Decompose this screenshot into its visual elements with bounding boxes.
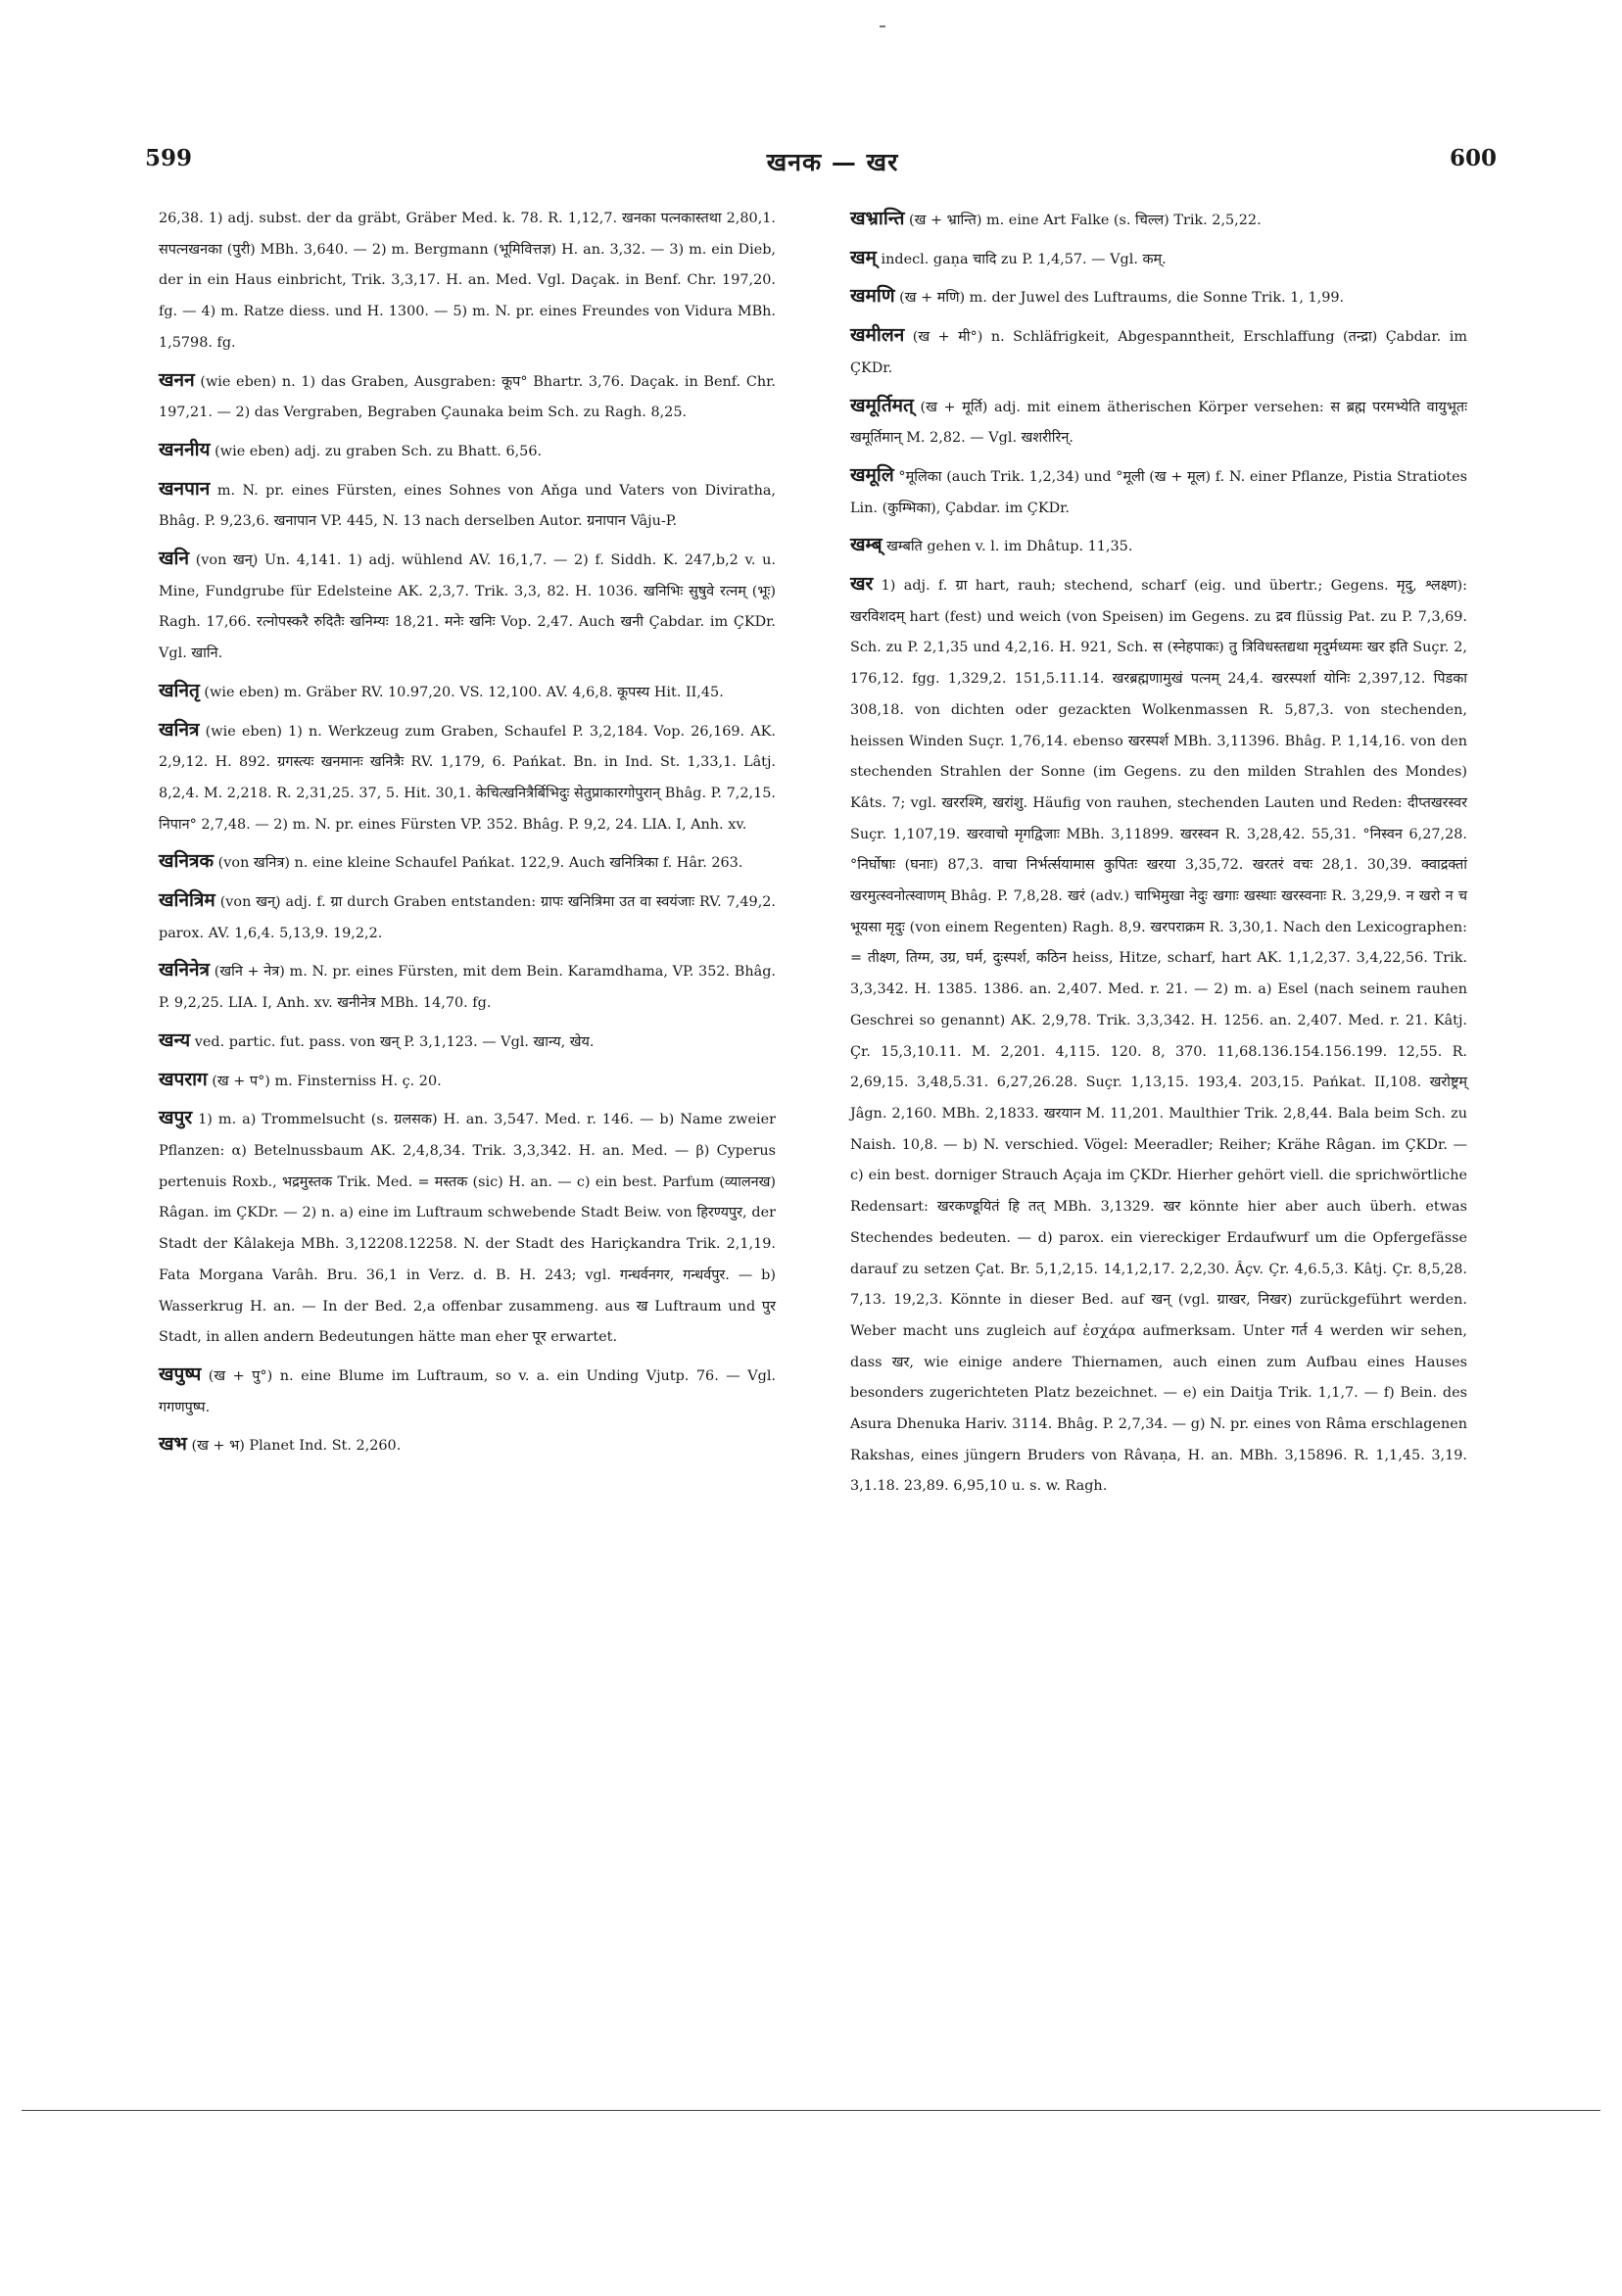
page-number-left: 599 (145, 145, 193, 171)
dictionary-entry: खमूलि °मूलिका (auch Trik. 1,2,34) und °मूली (ख + मूल) f. N. einer Pflanze, Pistia Stratiotes Lin. (कुम्भिका), Çabdar. im ÇKDr. (850, 463, 1467, 516)
headword: खननीय (159, 438, 211, 460)
headword: खर (850, 573, 874, 596)
headword: खनितृ (159, 679, 200, 701)
running-head: खनक — खर (766, 148, 899, 176)
headword: खभ (159, 1433, 187, 1456)
headword: खनित्र (159, 718, 200, 741)
headword: खमूलि (850, 463, 894, 486)
dictionary-entry: खम्ब् खम्बति gehen v. l. im Dhâtup. 11,35. (850, 534, 1133, 556)
headword: खम्ब् (850, 534, 883, 556)
dictionary-entry: खमणि (ख + मणि) m. der Juwel des Luftraums, die Sonne Trik. 1, 1,99. (850, 285, 1345, 308)
dictionary-entry: खम् indecl. gaṇa चादि zu P. 1,4,57. — Vgl. कम्. (850, 246, 1167, 268)
scan-mark (880, 25, 885, 27)
headword: खम् (850, 246, 877, 268)
dictionary-entry: खभ्रान्ति (ख + भ्रान्ति) m. eine Art Falke (s. चिल्ल) Trik. 2,5,22. (850, 208, 1262, 229)
headword: खनित्रक (159, 850, 215, 873)
page-number-right: 600 (1450, 145, 1498, 171)
headword: खनन (159, 368, 195, 391)
left-column (159, 204, 776, 1468)
dictionary-entry: खपुष्प (ख + पु°) n. eine Blume im Luftraum, so v. a. ein Unding Vjutp. 76. — Vgl. गगणपुष्प. (159, 1363, 776, 1415)
headword: खमूर्तिमत् (850, 394, 914, 416)
dictionary-entry: खनपान m. N. pr. eines Fürsten, eines Sohnes von Aňga und Vaters von Diviratha, Bhâg. P. 9,23,6. खनापान VP. 445, N. 13 nach derselben Autor. ग्रनापान Vâju-P. (159, 477, 776, 530)
dictionary-entry: खनि (von खन्) Un. 4,141. 1) adj. wühlend AV. 16,1,7. — 2) f. Siddh. K. 247,b,2 v. u. Mine, Fundgrube für Edelsteine AK. 2,3,7. Trik. 3,3, 82. H. 1036. खनिभिः सुषुवे रत्नम् (भूः) Ragh. 17,66. रत्नोपस्करै रुदितैः खनिम्यः 18,21. मनेः खनिः Vop. 2,47. Auch खनी Çabdar. im ÇKDr. Vgl. खानि. (159, 548, 776, 662)
headword: खनिनेत्र (159, 959, 211, 981)
headword: खनपान (159, 477, 211, 500)
entry-continuation: 26,38. 1) adj. subst. der da gräbt, Gräber Med. k. 78. R. 1,12,7. खनका पत्नकास्तथा 2,80,1. सपत्नखनका (पुरी) MBh. 3,640. — 2) m. Bergmann (भूमिवित्तज्ञ) H. an. 3,32. — 3) m. ein Dieb, der in ein Haus einbricht, Trik. 3,3,17. H. an. Med. Vgl. Daçak. in Benf. Chr. 197,20. fg. — 4) m. Ratze diess. und H. 1300. — 5) m. N. pr. eines Freundes von Vidura MBh. 1,5798. fg. (159, 211, 776, 351)
headword: खमणि (850, 285, 895, 308)
headword: खपुर (159, 1107, 193, 1129)
bottom-rule (22, 2110, 1600, 2111)
dictionary-entry: खभ (ख + भ) Planet Ind. St. 2,260. (159, 1433, 402, 1456)
dictionary-entry: खन्य ved. partic. fut. pass. von खन् P. 3,1,123. — Vgl. खान्य, खेय. (159, 1028, 595, 1051)
dictionary-entry: खपराग (ख + प°) m. Finsterniss H. ç. 20. (159, 1068, 442, 1090)
dictionary-entry: खनित्रक (von खनित्र) n. eine kleine Schaufel Pańkat. 122,9. Auch खनित्रिका f. Hâr. 263. (159, 850, 743, 873)
dictionary-entry: खनिनेत्र (खनि + नेत्र) m. N. pr. eines Fürsten, mit dem Bein. Karamdhama, VP. 352. Bhâg. P. 9,2,25. LIA. I, Anh. xv. खनीनेत्र MBh. 14,70. fg. (159, 959, 776, 1012)
dictionary-entry: खमूर्तिमत् (ख + मूर्ति) adj. mit einem ätherischen Körper versehen: स ब्रह्म परमभ्येति वायुभूतः खमूर्तिमान् M. 2,82. — Vgl. खशरीरिन्. (850, 394, 1467, 447)
right-column (850, 204, 1467, 1508)
headword: खन्य (159, 1028, 191, 1051)
dictionary-entry: खर 1) adj. f. ग्रा hart, rauh; stechend, scharf (eig. und übertr.; Gegens. मृदु, श्लक्ष्ण): खरविशदम् hart (fest) und weich (von Speisen) im Gegens. zu द्रव flüssig Pat. zu P. 7,3,69. Sch. zu P. 2,1,35 und 4,2,16. H. 921, Sch. स (स्नेहपाकः) तु त्रिविधस्तद्यथा मृदुर्मध्यमः खर इति Suçr. 2, 176,12. fgg. 1,329,2. 151,5.11.14. खरब्रह्मणामुखं पत्नम् 24,4. खरस्पर्शा योनिः 2,397,12. पिडका 308,18. von dichten oder gezackten Wolkenmassen R. 5,87,3. von stechenden, heissen Winden Suçr. 1,76,14. ebenso खरस्पर्श MBh. 3,11396. Bhâg. P. 1,14,16. von den stechenden Strahlen der Sonne (im Gegens. zu den milden Strahlen des Mondes) Kâts. 7; vgl. खररश्मि, खरांशु. Häufig von rauhen, stechenden Lauten und Reden: दीप्तखरस्वर Suçr. 1,107,19. खरवाचो मृगद्विजाः MBh. 3,11899. खरस्वन R. 3,28,42. 55,31. °निस्वन 6,27,28. °निर्घोषाः (घनाः) 87,3. वाचा निर्भर्त्सयामास कुपितः खरया 3,35,72. खरतरं वचः 28,1. 30,39. क्वाद्रक्तां खरमुत्स्वनोत्स्वाणम् Bhâg. P. 7,8,28. खरं (adv.) चाभिमुखा नेदुः खगाः खस्थाः खरस्वनाः R. 3,29,9. न खरो न च भूयसा मृदुः (von einem Regenten) Ragh. 8,9. खरपराक्रम R. 3,30,1. Nach den Lexicographen: = तीक्ष्ण, तिग्म, उग्र, घर्म, दुःस्पर्श, कठिन heiss, Hitze, scharf, hart AK. 1,1,2,37. 3,4,22,56. Trik. 3,3,342. H. 1385. 1386. an. 2,407. Med. r. 21. — 2) m. a) Esel (nach seinem rauhen Geschrei so genannt) AK. 2,9,78. Trik. 3,3,342. H. 1256. an. 2,407. Med. r. 21. Kâtj. Çr. 15,3,10.11. M. 2,201. 4,115. 120. 8, 370. 11,68.136.154.156.199. 12,55. R. 2,69,15. 3,48,5.31. 6,27,26.28. Suçr. 1,13,15. 193,4. 203,15. Pańkat. II,108. खरोष्ट्रम् Jâgn. 2,160. MBh. 2,1833. खरयान M. 11,201. Maulthier Trik. 2,8,44. Bala beim Sch. zu Naish. 10,8. — b) N. verschied. Vögel: Meeradler; Reiher; Krähe Râgan. im ÇKDr. — c) ein best. dorniger Strauch Açaja im ÇKDr. Hierher gehört viell. die sprichwörtliche Redensart: खरकण्डूयितं हि तत् MBh. 3,1329. खर könnte hier aber auch überh. etwas Stechendes bedeuten. — d) parox. ein viereckiger Erdaufwurf um die Opfergefässe darauf zu setzen Çat. Br. 5,1,2,15. 14,1,2,17. 2,2,30. Âçv. Çr. 4,6.5,3. Kâtj. Çr. 8,5,28. 7,13. 19,2,3. Könnte in dieser Bed. auf खन् (vgl. ग्राखर, निखर) zurückgeführt werden. Weber macht uns zugleich auf ἐσχάρα aufmerksam. Unter गर्त 4 werden wir sehen, dass खर, wie einige andere Thiernamen, auch einen zum Aufbau eines Hauses besonders zugerichteten Platz bezeichnet. — e) ein Daitja Trik. 1,1,7. — f) Bein. des Asura Dhenuka Hariv. 3114. Bhâg. P. 2,7,34. — g) N. pr. eines von Râma erschlagenen Rakshas, eines jüngern Bruders von Râvaṇa, H. an. MBh. 3,15896. R. 1,1,45. 3,19. 3,1.18. 23,89. 6,95,10 u. s. w. Ragh. (850, 573, 1468, 1495)
headword: खनि (159, 548, 190, 570)
dictionary-entry: खनित्र (wie eben) 1) n. Werkzeug zum Graben, Schaufel P. 3,2,184. Vop. 26,169. AK. 2,9,12. H. 892. ग्रगस्त्यः खनमानः खनित्रैः RV. 1,179, 6. Pańkat. Bn. in Ind. St. 1,33,1. Lâtj. 8,2,4. M. 2,218. R. 2,31,25. 37, 5. Hit. 30,1. केचित्खनित्रैर्बिभिदुः सेतुप्राकारगोपुरान् Bhâg. P. 7,2,15. निपान° 2,7,48. — 2) m. N. pr. eines Fürsten VP. 352. Bhâg. P. 9,2, 24. LIA. I, Anh. xv. (159, 718, 776, 833)
dictionary-entry: खनित्रिम (von खन्) adj. f. ग्रा durch Graben entstanden: ग्रापः खनित्रिमा उत वा स्वयंजाः RV. 7,49,2. parox. AV. 1,6,4. 5,13,9. 19,2,2. (159, 889, 777, 941)
headword: खमीलन (850, 324, 905, 347)
headword: खपुष्प (159, 1363, 202, 1385)
dictionary-entry: खमीलन (ख + मी°) n. Schläfrigkeit, Abgespanntheit, Erschlaffung (तन्द्रा) Çabdar. im ÇKDr. (850, 324, 1468, 376)
page-header (0, 145, 1622, 184)
headword: खपराग (159, 1068, 208, 1090)
dictionary-entry: खननीय (wie eben) adj. zu graben Sch. zu Bhatt. 6,56. (159, 438, 543, 460)
dictionary-entry: खपुर 1) m. a) Trommelsucht (s. ग्रलसक) H. an. 3,547. Med. r. 146. — b) Name zweier Pflanzen: α) Betelnussbaum AK. 2,4,8,34. Trik. 3,3,342. H. an. Med. — β) Cyperus pertenuis Roxb., भद्रमुस्तक Trik. Med. = मस्तक (sic) H. an. — c) ein best. Parfum (व्यालनख) Râgan. im ÇKDr. — 2) n. a) eine im Luftraum schwebende Stadt Beiw. von हिरण्यपुर, der Stadt der Kâlakeja MBh. 3,12208.12258. N. der Stadt des Hariçkandra Trik. 2,1,19. Fata Morgana Varâh. Bru. 36,1 in Verz. d. B. H. 243; vgl. गन्धर्वनगर, गन्धर्वपुर. — b) Wasserkrug H. an. — In der Bed. 2,a offenbar zusammeng. aus ख Luftraum und पुर Stadt, in allen andern Bedeutungen hätte man eher पूर erwartet. (159, 1107, 776, 1346)
dictionary-entry: खनन (wie eben) n. 1) das Graben, Ausgraben: कूप° Bhartr. 3,76. Daçak. in Benf. Chr. 197,21. — 2) das Vergraben, Begraben Çaunaka beim Sch. zu Ragh. 8,25. (159, 368, 776, 421)
headword: खनित्रिम (159, 889, 215, 912)
dictionary-entry: खनितृ (wie eben) m. Gräber RV. 10.97,20. VS. 12,100. AV. 4,6,8. कूपस्य Hit. II,45. (159, 679, 724, 701)
headword: खभ्रान्ति (850, 208, 905, 229)
